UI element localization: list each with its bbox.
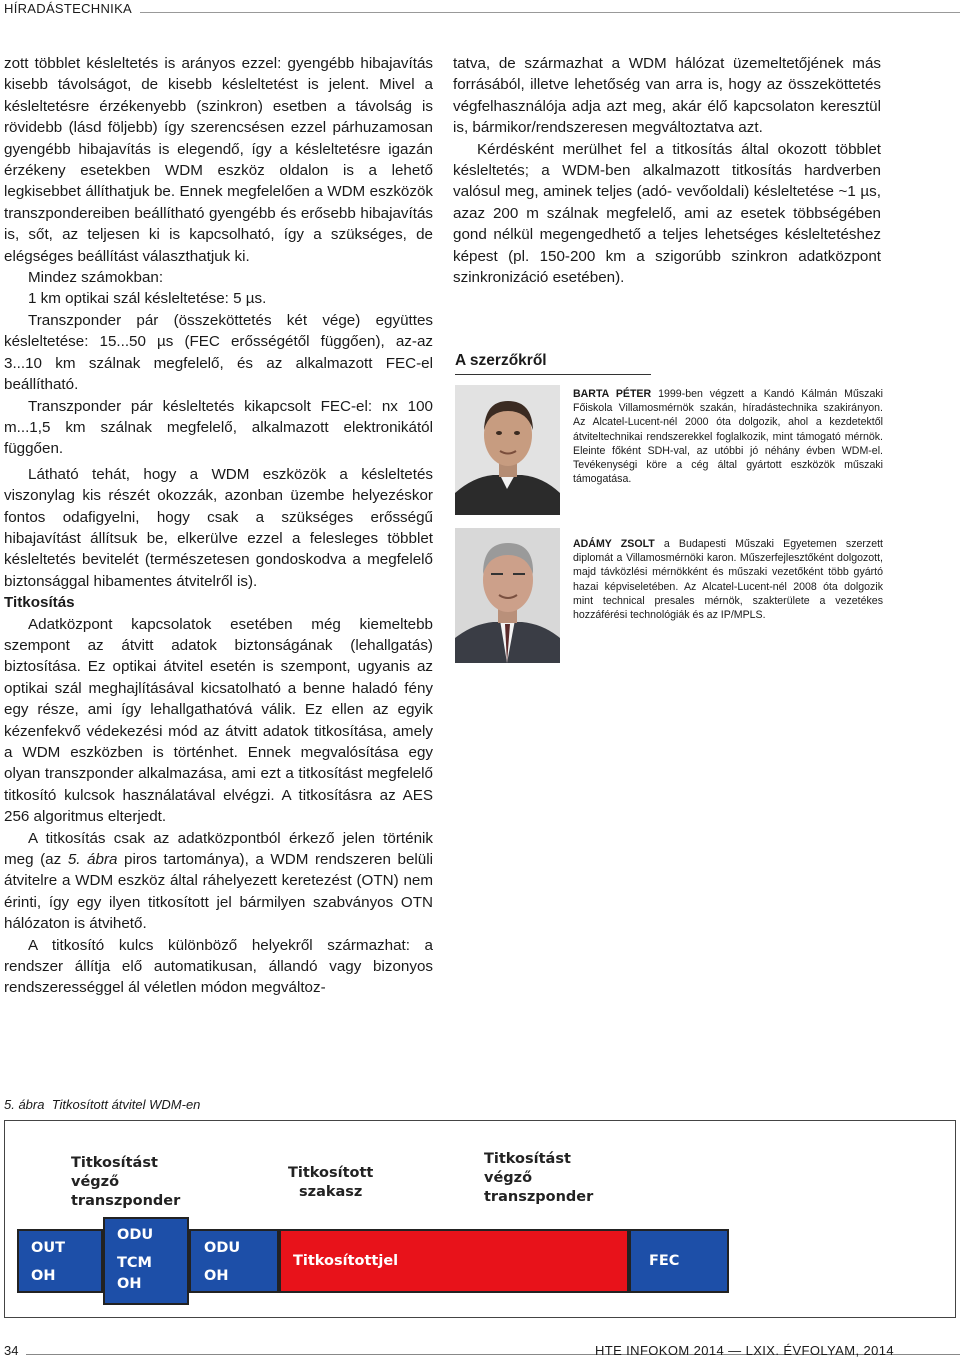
author-name: BARTA PÉTER (573, 388, 652, 400)
box-text: TCM (117, 1255, 152, 1271)
label-line: végző (484, 1170, 533, 1186)
label-line: transzponder (71, 1193, 181, 1209)
figure-diagram (4, 1120, 956, 1318)
box-text: FEC (649, 1253, 680, 1269)
right-column (453, 53, 881, 288)
section-title: HÍRADÁSTECHNIKA (4, 1, 133, 16)
paragraph: A titkosító kulcs különböző helyekről származhat: a rendszer állítja elő automatikusan, állandó vagy bizonyos rendszerességgel ál véletlen módon megváltoz- (4, 936, 433, 997)
label-right-transponder (484, 1150, 593, 1207)
label-line: Titkosítást (71, 1155, 158, 1171)
figure-reference: 5. ábra (67, 851, 118, 869)
box-text: OH (117, 1276, 142, 1292)
paragraph: 1 km optikai szál késleltetése: 5 µs. (28, 290, 267, 308)
box-encrypted-signal (279, 1229, 629, 1293)
paragraph: zott többlet késleltetés is arányos ezzel: gyengébb hibajavítás kisebb távolságot, de kisebb késleltetést is jelent. Mivel a késleltetésre érzékenyebb (szinkron) esetben a távolság is rövidebb (lásd följebb) így szerencsésen ezzel párhuzamosan gyengébb hibajavítás is elegendő, így a késleltetésre igazán érzékeny esetekben WDM eszköz oldalon is a lehető legkisebbet állíthatjuk be. Ennek megfelelően a WDM eszközök transzpondereiben beállítható gyengébb és erősebb hibajavítás is, sőt, az teljesen ki is kapcsolható, így a szükséges, de elégséges beállítást választhatjuk ki. (4, 55, 433, 265)
author-bio-text: 1999-ben végzett a Kandó Kálmán Műszaki Főiskola Villamosmérnök szakán, híradástechnika szakirányon. Az Alcatel-Lucent-nél 2000 óta dolgozik, ahol a kezdetektől átviteltechnikai rendszerekkel foglalkozik, mint támogató mérnök. Eleinte főként SDH-val, az utóbbi jó néhány évben WDM-el. Tevékenységi köre a cég által gyártott eszközök műszaki támogatása. (573, 388, 883, 486)
box-out-oh (17, 1229, 103, 1293)
section-heading: Titkosítás (4, 594, 75, 612)
author-photo-adamy (455, 528, 560, 663)
paragraph: Transzponder pár késleltetés kikapcsolt FEC-el: nx 100 m...1,5 km szálnak megfelelő, alkalmazott elektronikától függően. (4, 397, 433, 458)
text-run: A titkosítás csak az adatközpontból érkező jelen történik meg (az (4, 829, 433, 869)
journal-footer: HTE INFOKOM 2014 — LXIX. ÉVFOLYAM, 2014 (594, 1343, 894, 1358)
authors-heading: A szerzőkről (455, 352, 547, 369)
figure-caption (4, 1097, 200, 1112)
box-text: ODU (204, 1240, 241, 1256)
paragraph: Adatközpont kapcsolatok esetében még kiemeltebb szempont az átvitt adatok biztonságának (lehallgatás) biztosítása. Ez optikai átvitel esetén is szempont, ugyanis az optikai szál meghajlításával kicsatolható a benne haladó fény egy része, ami így lehallgathatóvá válik. Ez ellen az egyik kézenfekvő védekezési mód az átvitt adatok titkosítása, amely a WDM eszközben is történhet. Ennek megvalósítása egy olyan transzponder alkalmazása, ami ezt a titkosítást megfelelő titkosító kulcsok használatával elvégzi. A titkosításra az AES 256 algoritmus elterjedt. (4, 615, 433, 826)
header-rule (140, 12, 960, 13)
box-text: OH (31, 1268, 56, 1284)
author-bio-text: a Budapesti Műszaki Egyetemen szerzett diplomát a Villamosmérnöki karon. Műszerfejlesztőként dolgozott, majd távközlési mérnökként és műszaki vezetőként több gyártó hazai képviseletében. Az Alcatel-Lucent-nél 2008 óta dolgozik mint technical presales mérnök, szakterülete a vezetékes hozzáférési technológiák és az IP/MPLS. (573, 538, 883, 622)
paragraph: Transzponder pár (összeköttetés két vége) együttes késleltetése: 15...50 µs (FEC erősségétől függően), az-az 3...10 km szálnak megfelelő, és az alkalmazott FEC-el beállítható. (4, 311, 433, 394)
label-line: szakasz (299, 1184, 363, 1200)
paragraph: Mindez számokban: (28, 269, 164, 287)
page-header (0, 0, 960, 22)
box-odu-oh (189, 1229, 279, 1293)
figure-title: Titkosított átvitel WDM-en (51, 1097, 201, 1112)
author-bio-barta (573, 387, 883, 486)
author-name: ADÁMY ZSOLT (573, 538, 655, 550)
label-line: transzponder (484, 1189, 594, 1205)
label-line: végző (71, 1174, 120, 1190)
portrait-icon (455, 385, 560, 515)
box-text: OUT (31, 1240, 65, 1256)
box-text: ODU (117, 1227, 154, 1243)
label-encrypted-section (288, 1164, 373, 1202)
paragraph: tatva, de származhat a WDM hálózat üzemeltetőjének más forrásából, illetve lehetőség van arra is, hogy az összeköttetés végfelhasználója adja azt meg, akár élő kapcsolaton keresztül is, bármikor/rendszeresen megváltoztatva azt. (453, 55, 881, 137)
author-bio-adamy (573, 537, 883, 622)
paragraph: Kérdésként merülhet fel a titkosítás által okozott többlet késleltetés; a WDM-ben alkalmazott titkosítás hardverben valósul meg, aminek teljes (adó- vevőoldali) késleltetése ~1 µs, azaz 200 m szálnak megfelelő, ami az esetek többségében gond nélkül megengedhető a teljes lehetséges késleltetéshez képest (pl. 150-200 km a szigorúbb szinkron adatközpont szinkronizáció esetében). (453, 140, 881, 287)
label-line: Titkosított (288, 1165, 374, 1181)
box-text: Titkosítottjel (293, 1253, 399, 1269)
box-fec (629, 1229, 729, 1293)
author-photo-barta (455, 385, 560, 515)
label-line: Titkosítást (484, 1151, 571, 1167)
label-left-transponder (71, 1154, 180, 1211)
portrait-icon (455, 528, 560, 663)
figure-number: 5. ábra (4, 1097, 45, 1112)
paragraph (4, 828, 433, 935)
left-column (4, 53, 433, 999)
page-number: 34 (4, 1343, 19, 1358)
authors-rule (455, 374, 651, 375)
box-odu-tcm-oh (103, 1217, 189, 1305)
paragraph: Látható tehát, hogy a WDM eszközök a késleltetés viszonylag kis részét okozzák, azonban üzembe helyezéskor fontos odafigyelni, hogy csak a szükséges erősségű hibajavítást állítsuk be, elkerülve ezzel a felesleges többlet késleltetés bevitelét (természetesen gondoskodva a megfelelő biztonsággal hibamentes átvitelről is). (4, 465, 433, 590)
text-run: piros tartománya), a WDM rendszeren belüli átvitelre a WDM eszköz által ráhelyezett keretezést (OTN) nem érinti, így egy ilyen titkosított jel bármilyen szabványos OTN hálózaton is átvihető. (4, 851, 433, 933)
box-text: OH (204, 1268, 229, 1284)
